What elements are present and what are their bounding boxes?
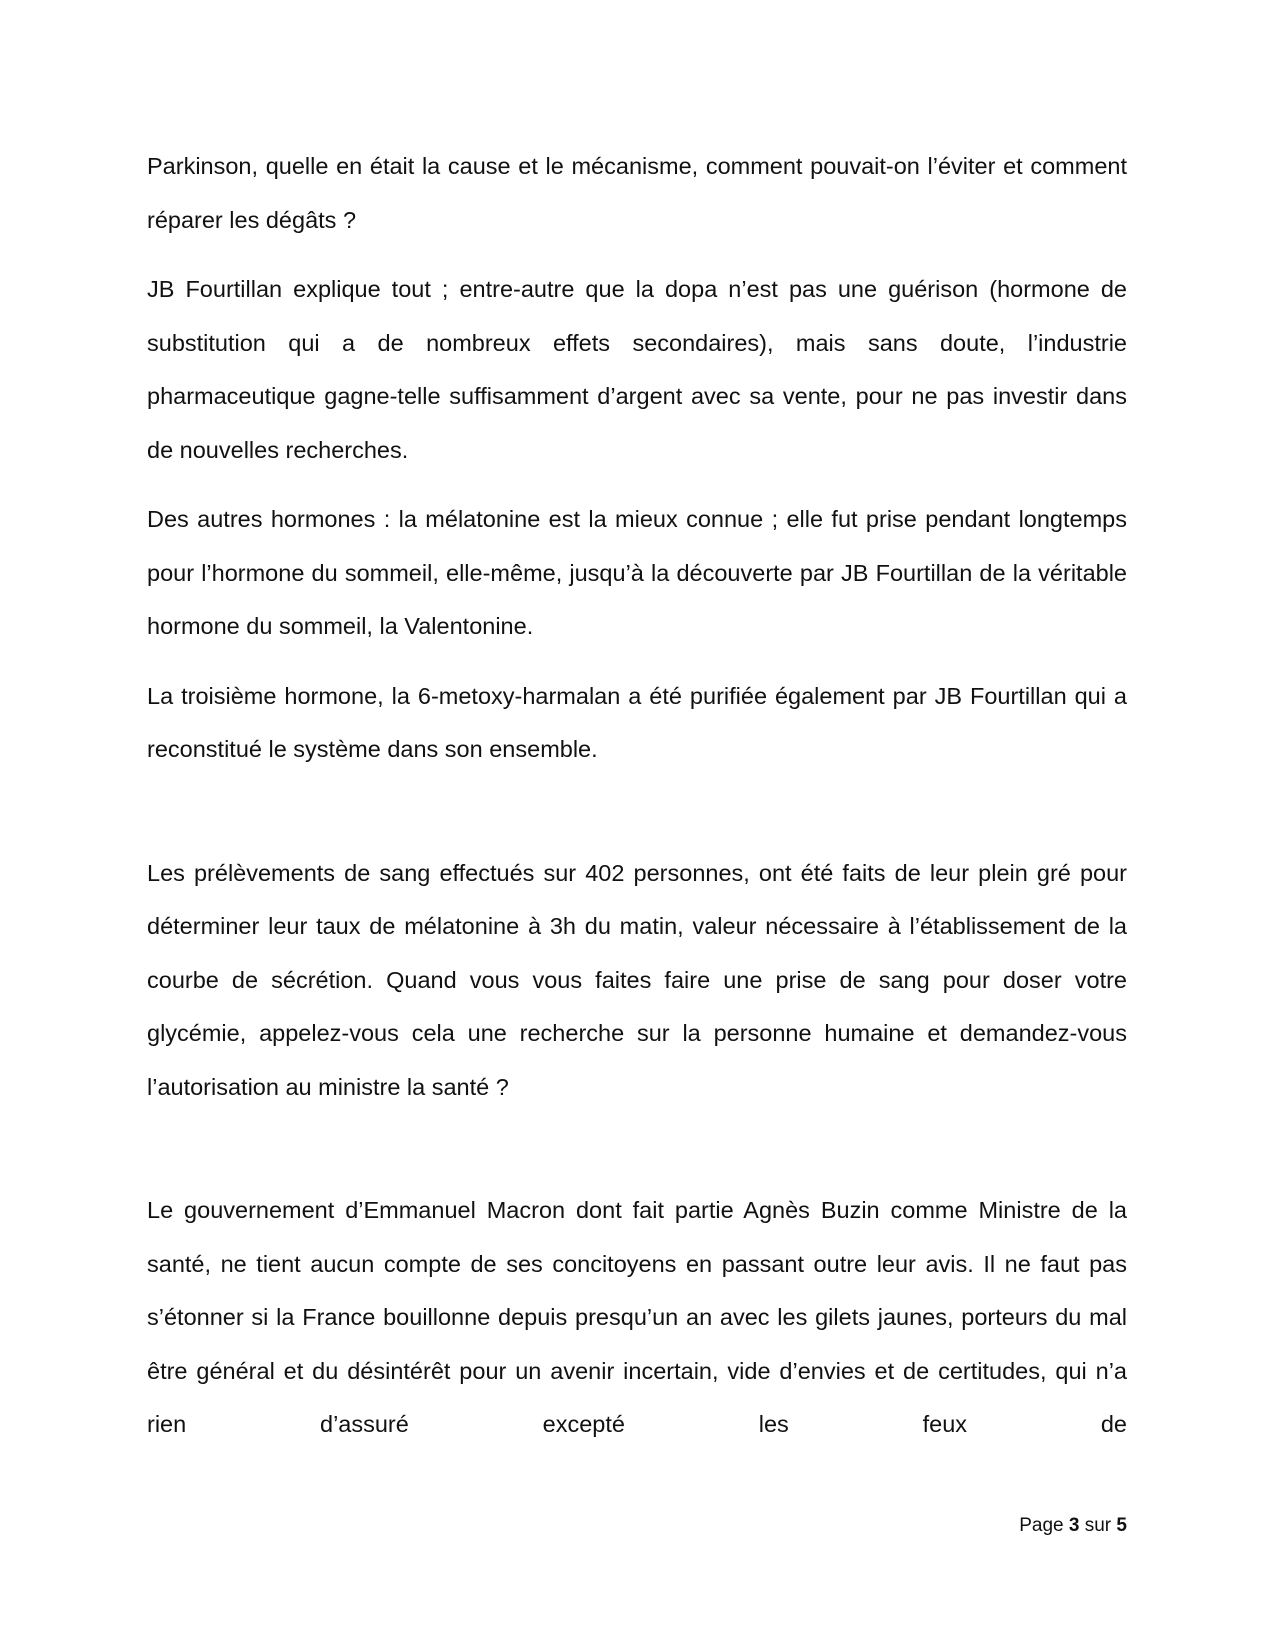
paragraph-gouvernement: Le gouvernement d’Emmanuel Macron dont fait partie Agnès Buzin comme Ministre de la santé, ne tient aucun compte de ses concitoyens en passant outre leur avis. Il ne faut pas s’étonner si la France bouillonne depuis presqu’un an avec les gilets jaunes, porteurs du mal être général et du désintérêt pour un avenir incertain, vide d’envies et de certitudes, qui n’a rien d’assuré excepté les feux de bbox=[147, 1197, 1127, 1437]
paragraph-fourtillan-dopa: JB Fourtillan explique tout ; entre-autre que la dopa n’est pas une guérison (hormone de substitution qui a de nombreux effets secondaires), mais sans doute, l’industrie pharmaceutique gagne-telle suffisamment d’argent avec sa vente, pour ne pas investir dans de nouvelles recherches. bbox=[147, 276, 1127, 463]
body-text bbox=[147, 140, 1127, 1468]
paragraph-spacer bbox=[147, 1130, 1127, 1184]
paragraph-melatonine: Des autres hormones : la mélatonine est la mieux connue ; elle fut prise pendant longtemps pour l’hormone du sommeil, elle-même, jusqu’à la découverte par JB Fourtillan de la véritable hormone du sommeil, la Valentonine. bbox=[147, 506, 1127, 639]
page-label: Page bbox=[1019, 1515, 1064, 1536]
current-page-number: 3 bbox=[1068, 1515, 1080, 1536]
paragraph-troisieme-hormone: La troisième hormone, la 6-metoxy-harmalan a été purifiée également par JB Fourtillan qui a reconstitué le système dans son ensemble. bbox=[147, 682, 1127, 762]
page-number-footer bbox=[1019, 1515, 1127, 1537]
total-page-count: 5 bbox=[1116, 1515, 1127, 1536]
paragraph-parkinson: Parkinson, quelle en était la cause et le mécanisme, comment pouvait-on l’éviter et comment réparer les dégâts ? bbox=[147, 153, 1127, 233]
page-separator: sur bbox=[1084, 1515, 1112, 1536]
paragraph-prelevements: Les prélèvements de sang effectués sur 402 personnes, ont été faits de leur plein gré pour déterminer leur taux de mélatonine à 3h du matin, valeur nécessaire à l’établissement de la courbe de sécrétion. Quand vous vous faites faire une prise de sang pour doser votre glycémie, appelez-vous cela une recherche sur la personne humaine et demandez-vous l’autorisation au ministre la santé ? bbox=[147, 859, 1127, 1100]
paragraph-spacer bbox=[147, 793, 1127, 847]
